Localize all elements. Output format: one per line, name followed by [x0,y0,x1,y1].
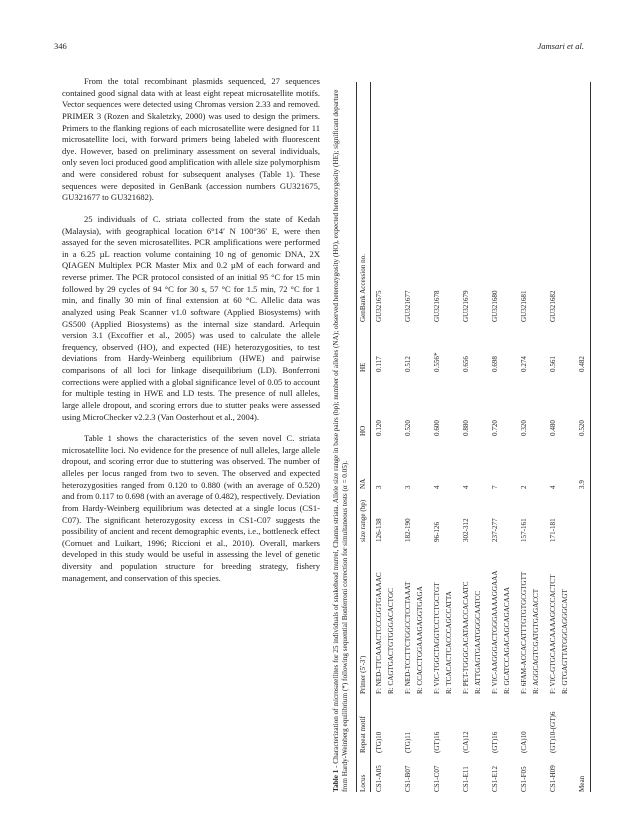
cell-ho: 0.320 [520,420,528,436]
cell-he: 0.274 [520,356,528,372]
cell-accession: GU321677 [404,290,412,322]
table-top-rule [356,82,357,792]
cell-repeat-motif: (GT)10-(GT)6 [549,711,557,753]
cell-ho: 0.880 [462,420,470,436]
table-caption [332,84,350,792]
cell-ho: 0.480 [549,420,557,436]
cell-primer-reverse: R: AGGCAGTCGATGTGAGACCT [532,588,540,694]
cell-primer-forward: F: VIC-TGGCTAGGTCCTCTGCTGT [433,582,441,694]
cell-primer-reverse: R: ATTGAGTGAATGGGCAATCC [474,590,482,694]
body-column [62,76,320,594]
cell-he: 0.512 [404,356,412,372]
running-head: Jamsari et al. [537,41,584,51]
header-size-range: size range (bp) [359,499,367,542]
cell-na: 4 [549,485,557,489]
cell-primer-forward: F: VIC-AAGGGACTGGGAAAAGGAAA [491,570,499,694]
header-locus: Locus [359,774,367,792]
header-accession: GenBank Accession no. [359,254,367,322]
cell-na: 7 [491,485,499,489]
table-1 [330,80,595,792]
cell-locus: CS1-E12 [491,765,499,792]
cell-size-range: 237-277 [491,518,499,542]
cell-size-range: 126-138 [375,518,383,542]
cell-primer-forward: F: NED-TCCTTCTGGCCTCCTAAAT [404,581,412,694]
mean-he: 0.482 [578,356,586,372]
cell-he: 0.698 [491,356,499,372]
cell-repeat-motif: (TG)11 [404,731,412,753]
cell-ho: 0.120 [375,420,383,436]
cell-accession: GU321679 [462,290,470,322]
cell-size-range: 302-312 [462,518,470,542]
table-caption-text: - Characterization of microsatellites for 25 individuals of snakehead murrel, Channa striata. Allele size range in base pairs (bp); number of alleles (NA); observed heterozygosity (HO), expected heterozygosity (HE); significant departure from Hardy-Weinberg equilibrium (*) following sequential Bonferroni correction for simultaneous tests (α = 0.05). [332,89,350,792]
cell-size-range: 157-161 [520,518,528,542]
cell-na: 2 [520,485,528,489]
cell-primer-forward: F: NED-TTCAAACTCCCGGTGAAAAC [375,572,383,694]
cell-ho: 0.520 [404,420,412,436]
header-he: HE [359,362,367,372]
cell-locus: CS1-A05 [375,765,383,792]
cell-ho: 0.600 [433,420,441,436]
page-header [54,41,584,53]
cell-na: 4 [462,485,470,489]
cell-repeat-motif: (CA)12 [462,731,470,753]
cell-locus: CS1-C07 [433,765,441,792]
cell-size-range: 171-181 [549,518,557,542]
table-1-rotated [330,80,595,792]
header-na: NA [359,478,367,489]
cell-repeat-motif: (GT)16 [491,731,499,753]
cell-size-range: 182-190 [404,518,412,542]
cell-he: 0.656 [462,356,470,372]
cell-locus: CS1-E11 [462,766,470,792]
cell-primer-reverse: R: CAGTGACTGTGGGACACTGC [387,588,395,694]
body-paragraph-1: From the total recombinant plasmids sequenced, 27 sequences contained good signal data with at least eight repeat microsatellite motifs. Vector sequences were detected using Chromas version 2.33 and removed. PRIMER 3 (Rozen and Skaletzky, 2000) was used to design the primers. Primers to the flanking regions of each microsatellite were designed for 11 microsatellite loci, with forward primers being labeled with fluorescent dye. However, based on preliminary assessment on several individuals, only seven loci produced good amplification with allele size polymorphism and were considered robust for subsequent analyses (Table 1). These sequences were deposited in GenBank (accession numbers GU321675, GU321677 to GU321682). [62,76,321,203]
table-header-rule [370,82,371,792]
cell-accession: GU321678 [433,290,441,322]
mean-na: 3.9 [578,480,586,489]
mean-ho: 0.520 [578,420,586,436]
cell-accession: GU321681 [520,290,528,322]
cell-locus: CS1-H09 [549,765,557,792]
header-primer: Primer (5′-3′) [359,655,367,694]
page-number: 346 [54,41,67,51]
mean-label: Mean [578,775,586,792]
cell-repeat-motif: (TG)10 [375,731,383,753]
cell-primer-forward: F: VIC-GTGCAACAAAAGCCCACTCT [549,574,557,694]
table-bottom-rule [590,82,591,792]
cell-na: 3 [404,485,412,489]
cell-size-range: 96-126 [433,521,441,542]
cell-repeat-motif: (CA)10 [520,731,528,753]
cell-he: 0.561 [549,356,557,372]
cell-ho: 0.720 [491,420,499,436]
cell-accession: GU321682 [549,290,557,322]
cell-he: 0.556* [433,352,441,372]
cell-locus: CS1-B07 [404,765,412,792]
cell-primer-reverse: R: TCACACTCACCCAGCCATTA [445,591,453,694]
cell-locus: CS1-F05 [520,766,528,792]
cell-primer-reverse: R: GTGAGTTATGGCAGGGCAGT [561,589,569,694]
cell-he: 0.117 [375,356,383,372]
cell-primer-forward: F: 6FAM-ACCACATTTGTGTGCGTGTT [520,571,528,694]
cell-primer-reverse: R: GCATCCAGACAGCAGACAAA [503,586,511,694]
cell-na: 3 [375,485,383,489]
header-repeat-motif: Repeat motif [359,716,367,753]
cell-na: 4 [433,485,441,489]
cell-accession: GU321680 [491,290,499,322]
body-paragraph-3: Table 1 shows the characteristics of the seven novel C. striata microsatellite loci. No evidence for the presence of null alleles, large allele dropout, and scoring error due to stuttering was observed. The number of alleles per locus ranged from two to seven. The observed and expected heterozygosities ranged from 0.120 to 0.880 (with an average of 0.520) and from 0.117 to 0.698 (with an average of 0.482), respectively. Deviation from Hardy-Weinberg equilibrium was detected at a single locus (CS1-C07). The significant heterozygosity excess in CS1-C07 suggests the possibility of ancient and recent demographic events, i.e., bottleneck effect (Cornuet and Luikart, 1996; Riccioni et al., 2010). Overall, markers developed in this study would be useful in assessing the level of genetic diversity and population structure for breeding strategy, fishery management, and conservation of this species. [62,433,320,583]
cell-accession: GU321675 [375,290,383,322]
header-ho: HO [359,425,367,436]
cell-primer-forward: F: PET-TGGGCACATAACCACAATC [462,581,470,694]
table-caption-label: Table 1 [332,769,340,792]
cell-repeat-motif: (GT)16 [433,731,441,753]
cell-primer-reverse: R: CCACCTGGAAAGAGGTGAGA [416,586,424,694]
body-paragraph-2: 25 individuals of C. striata collected from the state of Kedah (Malaysia), with geographical location 6°14′ N 100°36′ E, were then assayed for the seven microsatellites. PCR amplifications were performed in a 6.25 µL reaction volume containing 10 ng of genomic DNA, 2X QIAGEN Multiplex PCR Master Mix and 0.2 µM of each forward and reverse primer. The PCR protocol consisted of an initial 95 °C for 15 min followed by 29 cycles of 94 °C for 30 s, 57 °C for 1.5 min, 72 °C for 1 min, and finally 30 min of final extension at 60 °C. Allelic data was analyzed using Peak Scanner v1.0 software (Applied Biosystems) with GS500 (Applied Biosystems) as the internal size standard. Arlequin version 3.1 (Excoffier et al., 2005) was used to calculate the allele frequency, observed (HO), and expected (HE) heterozygosities, to test deviations from Hardy-Weinberg equilibrium (HWE) and pairwise comparisons of all loci for linkage disequilibrium (LD). Bonferroni corrections were applied with a global significance level of 0.05 to account for multiple testing in HWE and LD tests. The presence of null alleles, large allele dropout, and scoring errors due to stutter peaks were assessed using MicroChecker v2.2.3 (Van Oosterhout et al., 2004). [62,213,320,422]
